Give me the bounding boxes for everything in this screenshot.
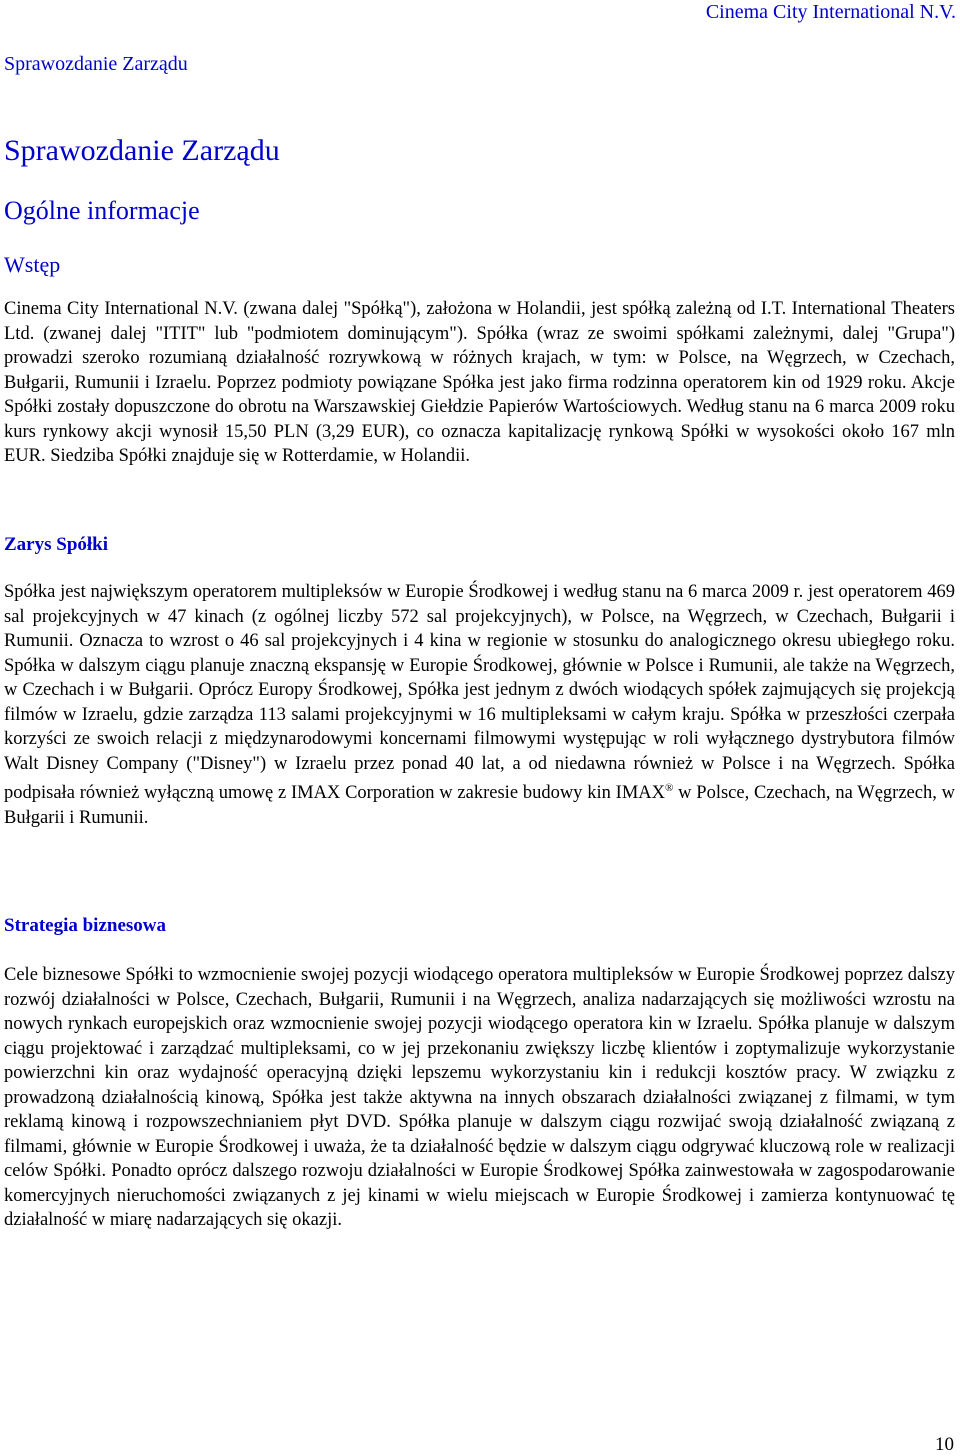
outline-text-main: Spółka jest największym operatorem multipleksów w Europie Środkowej i według stanu na 6 marca 2009 r. jest operatorem 469 sal projekcyjnych w 47 kinach (z ogólnej liczby 572 sal projekcyjnych), w Polsce, na Węgrzech, w Czechach, Bułgarii i Rumunii. Oznacza to wzrost o 46 sal projekcyjnych i 4 kina w regionie w stosunku do analogicznego okresu ubiegłego roku. Spółka w dalszym ciągu planuje znaczną ekspansję w Europie Środkowej, głównie w Polsce i Rumunii, ale także na Węgrzech, w Czechach i w Bułgarii. Oprócz Europy Środkowej, Spółka jest jednym z dwóch wiodących spółek zajmujących się projekcją filmów w Izraelu, gdzie zarządza 113 salami projekcyjnymi w 16 multipleksami w całym kraju. Spółka w przeszłości czerpała korzyści ze swoich relacji z międzynarodowymi koncernami filmowymi występując w roli wyłącznego dystrybutora filmów Walt Disney Company ("Disney") w Izraelu przez ponad 40 lat, a od niedawna również w Polsce i na Węgrzech. Spółka podpisała również wyłączną umowę z IMAX Corporation w zakresie budowy kin IMAX — [4, 582, 955, 804]
outline-heading: Zarys Spółki — [4, 534, 109, 555]
outline-paragraph — [4, 580, 955, 830]
outline-text-end: w Polsce, Czechach, na Węgrzech, w Bułgarii i Rumunii. — [4, 783, 955, 828]
intro-heading: Wstęp — [4, 252, 61, 277]
section-subtitle: Ogólne informacje — [4, 196, 200, 225]
page-number: 10 — [935, 1434, 954, 1455]
strategy-heading: Strategia biznesowa — [4, 915, 167, 936]
header-company-name: Cinema City International N.V. — [705, 1, 956, 23]
page-title: Sprawozdanie Zarządu — [4, 134, 280, 167]
intro-paragraph: Cinema City International N.V. (zwana dalej "Spółką"), założona w Holandii, jest spółką zależną od I.T. International Theaters Ltd. (zwanej dalej "ITIT" lub "podmiotem dominującym"). Spółka (wraz ze swoimi spółkami zależnymi, dalej "Grupa") prowadzi szeroko rozumianą działalność rozrywkową w różnych krajach, w tym: w Polsce, na Węgrzech, w Czechach, Bułgarii, Rumunii i Izraelu. Poprzez podmioty powiązane Spółka jest jako firma rodzinna operatorem kin od 1929 roku. Akcje Spółki zostały dopuszczone do obrotu na Warszawskiej Giełdzie Papierów Wartościowych. Według stanu na 6 marca 2009 roku kurs rynkowy akcji wynosił 15,50 PLN (3,29 EUR), co oznacza kapitalizację rynkową Spółki w wysokości około 167 mln EUR. Siedziba Spółki znajduje się w Rotterdamie, w Holandii. — [4, 299, 955, 466]
strategy-paragraph: Cele biznesowe Spółki to wzmocnienie swojej pozycji wiodącego operatora multipleksów w Europie Środkowej poprzez dalszy rozwój działalności w Polsce, Czechach, Bułgarii, Rumunii i na Węgrzech, analiza nadarzających się możliwości wzrostu na nowych rynkach europejskich oraz wzmocnienie swojej pozycji wiodącego operatora kin w Izraelu. Spółka planuje w dalszym ciągu projektować i zarządzać multipleksami, co w jej przekonaniu zwiększy liczbę klientów i zoptymalizuje wykorzystanie powierzchni kin oraz wydajność operacyjną dzięki lepszemu wykorzystaniu kin i redukcji kosztów pracy. W związku z prowadzoną działalnością kinową, Spółka jest także aktywna na innych obszarach działalności związanej z filmami, w tym reklamą kinową i rozpowszechnianiem płyt DVD. Spółka planuje w dalszym ciągu rozwijać swoją działalność związaną z filmami, głównie w Europie Środkowej i uważa, że ta działalność będzie w dalszym ciągu odgrywać kluczową role w realizacji celów Spółki. Ponadto oprócz dalszego rozwoju działalności w Europie Środkowej Spółka zainwestowała w zagospodarowanie komercyjnych nieruchomości związanych z jej kinami w wielu miejscach w Europie Środkowej i zamierza kontynuować tę działalność w miarę nadarzających się okazji. — [4, 965, 955, 1230]
registered-mark: ® — [664, 782, 674, 794]
header-section-name: Sprawozdanie Zarządu — [4, 53, 188, 75]
